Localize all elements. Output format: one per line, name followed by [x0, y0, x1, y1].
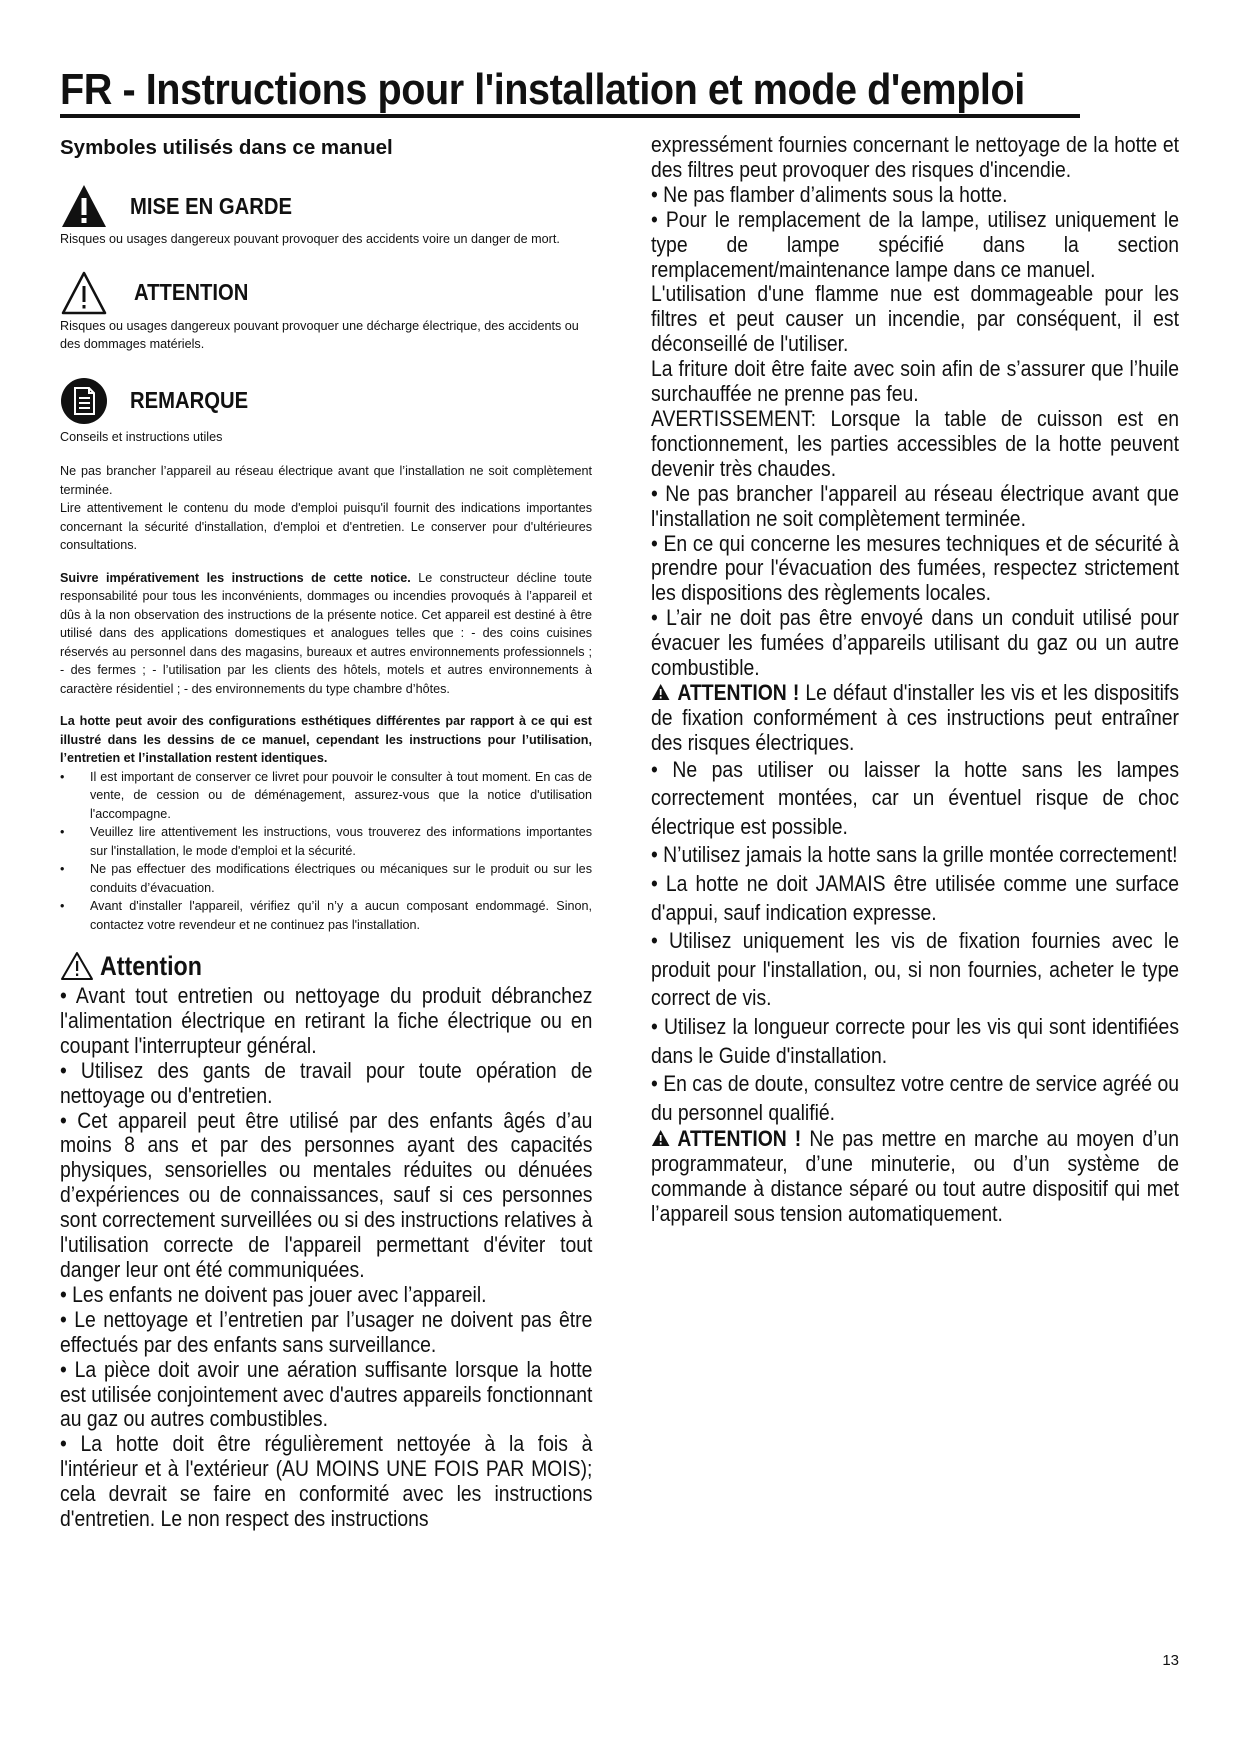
warning-filled-icon	[60, 182, 108, 230]
warning-2-text: Ne pas mettre en marche au moyen d’un programmateur, d’une minuterie, ou d’un système de commande à distance séparé ou tout autre dispositif qui met l’appareil sous tension automatiquement.	[651, 1126, 1180, 1227]
intro-p3-bold: Suivre impérativement les instructions de cette notice.	[60, 570, 411, 585]
attention-paragraph: La friture doit être faite avec soin afin de s’assurer que l’huile surchauffée ne prenne pas feu.	[651, 356, 1179, 407]
note-document-icon	[60, 377, 108, 425]
list-item: • Ne pas effectuer des modifications électriques ou mécaniques sur le produit ou sur les conduits d’évacuation.	[60, 862, 592, 895]
attention-paragraph: AVERTISSEMENT: Lorsque la table de cuisson est en fonctionnement, les parties accessibles de la hotte peuvent devenir très chaudes.	[651, 405, 1179, 481]
intro-paragraph-4	[60, 712, 592, 768]
attention-paragraph: • Avant tout entretien ou nettoyage du produit débranchez l'alimentation électrique en retirant la fiche électrique ou en coupant l'interrupteur général.	[60, 983, 593, 1058]
attention-paragraph: • Ne pas flamber d’aliments sous la hotte.	[651, 181, 1008, 207]
mise-en-garde-title: MISE EN GARDE	[130, 192, 292, 219]
intro-paragraph-1: Ne pas brancher l’appareil au réseau électrique avant que l’installation ne soit complètement terminée.	[60, 464, 592, 497]
intro-p3-rest: Le constructeur décline toute responsabilité pour tous les inconvénients, dommages ou incendies provoqués à l’appareil et dûs à la non observation des instructions de la présente notice. Cet appareil est destiné à être utilisé dans des applications domestiques et analogues telles que : - des coins cuisines réservés au personnel dans des magasins, bureaux et autres environnements professionnels ; - des fermes ; - l’utilisation par les clients des hôtels, motels et autres environnements à caractère résidentiel ; - des environnements du type chambre d’hôtes.	[60, 570, 592, 696]
attention-paragraph: • Ne pas brancher l'appareil au réseau électrique avant que l'installation ne soit complètement terminée.	[651, 480, 1179, 531]
intro-paragraph-3	[60, 569, 592, 699]
attention-paragraph: • Le nettoyage et l’entretien par l’usager ne doivent pas être effectués par des enfants sans surveillance.	[60, 1306, 593, 1357]
remarque-desc: Conseils et instructions utiles	[60, 429, 223, 444]
list-item: • Il est important de conserver ce livret pour pouvoir le consulter à tout moment. En cas de vente, de cession ou de déménagement, assurez-vous que la notice d'utilisation l'accompagne.	[60, 769, 592, 821]
attention-section-heading	[60, 948, 592, 984]
attention-paragraph: • Utilisez uniquement les vis de fixation fournies avec le produit pour l'installation, ou, si non fournies, acheter le type correct de vis.	[651, 928, 1179, 1011]
symbol-attention	[60, 269, 592, 354]
symbol-mise-en-garde	[60, 182, 592, 249]
page-title: FR - Instructions pour l'installation et mode d'emploi	[60, 65, 1025, 114]
attention-paragraph: • N’utilisez jamais la hotte sans la grille montée correctement!	[651, 842, 1178, 868]
attention-paragraph: • Cet appareil peut être utilisé par des enfants âgés d’au moins 8 ans et par des personnes ayant des capacités physiques, sensorielles ou mentales réduites ou dénuées d’expériences ou de connaissances, sauf si ces personnes sont correctement surveillées ou si des instructions relatives à l'utilisation correcte de l'appareil permettant d'éviter tout danger leur ont été communiquées.	[60, 1107, 593, 1282]
list-item: • Avant d'installer l'appareil, vérifiez qu’il n’y a aucun composant endommagé. Sinon, contactez votre revendeur et ne continuez pas l'installation.	[60, 899, 592, 932]
attention-paragraph: • La hotte doit être régulièrement nettoyée à la fois à l'intérieur et à l'extérieur (AU MOINS UNE FOIS PAR MOIS); cela devrait se faire en conformité avec les instructions d'entretien. Le non respect des instructions	[60, 1431, 593, 1532]
attention-title: Attention	[100, 950, 202, 981]
attention-symbol-title: ATTENTION	[134, 279, 249, 305]
attention-paragraph: • En ce qui concerne les mesures techniques et de sécurité à prendre pour l'évacuation des fumées, respectez strictement les dispositions des règlements locales.	[651, 530, 1179, 606]
attention-paragraph: L'utilisation d'une flamme nue est dommageable pour les filtres et peut causer un incendie, par conséquent, il est déconseillé de l'utiliser.	[651, 281, 1179, 357]
warning-filled-icon	[651, 1129, 670, 1147]
warning-outline-icon	[60, 269, 108, 317]
warning-1-bold: ATTENTION !	[677, 679, 800, 705]
attention-paragraph: • Utilisez des gants de travail pour toute opération de nettoyage ou d'entretien.	[60, 1057, 593, 1108]
attention-paragraph: • L’air ne doit pas être envoyé dans un conduit utilisé pour évacuer les fumées d’appareils utilisant du gaz ou un autre combustible.	[651, 605, 1179, 681]
right-column	[651, 133, 1187, 1227]
warning-1-text: Le défaut d'installer les vis et les dispositifs de fixation conformément à ces instructions peut entraîner des risques électriques.	[651, 679, 1179, 755]
intro-bullet-list	[60, 768, 592, 935]
attention-paragraph: • La pièce doit avoir une aération suffisante lorsque la hotte est utilisée conjointement avec d'autres appareils fonctionnant au gaz ou autres combustibles.	[60, 1356, 593, 1432]
remarque-title: REMARQUE	[130, 387, 249, 413]
mise-en-garde-desc: Risques ou usages dangereux pouvant provoquer des accidents voire un danger de mort.	[60, 232, 560, 246]
attention-left-text	[60, 984, 592, 1532]
attention-right-text	[651, 133, 1179, 1227]
intro-paragraph-2: Lire attentivement le contenu du mode d'emploi puisqu'il fournit des indications importantes concernant la sécurité d'installation, d'emploi et d'entretien. Le conserver pour d'ultérieures consultations.	[60, 501, 592, 552]
list-item: • Veuillez lire attentivement les instructions, vous trouverez des informations importantes sur l'installation, le mode d'emploi et la sécurité.	[60, 825, 592, 858]
warning-outline-icon	[60, 951, 94, 981]
intro-p4-bold: La hotte peut avoir des configurations esthétiques différentes par rapport à ce qui est illustré dans les dessins de ce manuel, cependant les instructions pour l’utilisation, l’entretien et l’installation restent identiques.	[60, 714, 592, 765]
attention-paragraph: • Les enfants ne doivent pas jouer avec l’appareil.	[60, 1281, 487, 1307]
attention-symbol-desc: Risques ou usages dangereux pouvant provoquer une décharge électrique, des accidents ou des dommages matériels.	[60, 318, 579, 351]
warning-filled-icon	[651, 683, 670, 701]
attention-paragraph: • Ne pas utiliser ou laisser la hotte sans les lampes correctement montées, car un éventuel risque de choc électrique est possible.	[651, 756, 1179, 839]
warning-2-bold: ATTENTION !	[677, 1126, 802, 1152]
attention-paragraph: • Pour le remplacement de la lampe, utilisez uniquement le type de lampe spécifié dans la section remplacement/maintenance lampe dans ce manuel.	[651, 206, 1179, 282]
attention-paragraph: • Utilisez la longueur correcte pour les vis qui sont identifiées dans le Guide d'installation.	[651, 1014, 1179, 1068]
attention-paragraph: • La hotte ne doit JAMAIS être utilisée comme une surface d'appui, sauf indication expresse.	[651, 871, 1179, 925]
warning-paragraph-1	[651, 681, 1179, 756]
attention-paragraph: • En cas de doute, consultez votre centre de service agréé ou du personnel qualifié.	[651, 1071, 1179, 1125]
symbol-remarque	[60, 374, 592, 447]
page-number: 13	[1162, 1652, 1179, 1669]
left-column	[60, 134, 592, 1532]
symbols-heading: Symboles utilisés dans ce manuel	[60, 136, 393, 159]
attention-paragraph: expressément fournies concernant le nettoyage de la hotte et des filtres peut provoquer des risques d'incendie.	[651, 132, 1179, 182]
warning-paragraph-2	[651, 1127, 1179, 1227]
title-underline	[60, 114, 1080, 118]
